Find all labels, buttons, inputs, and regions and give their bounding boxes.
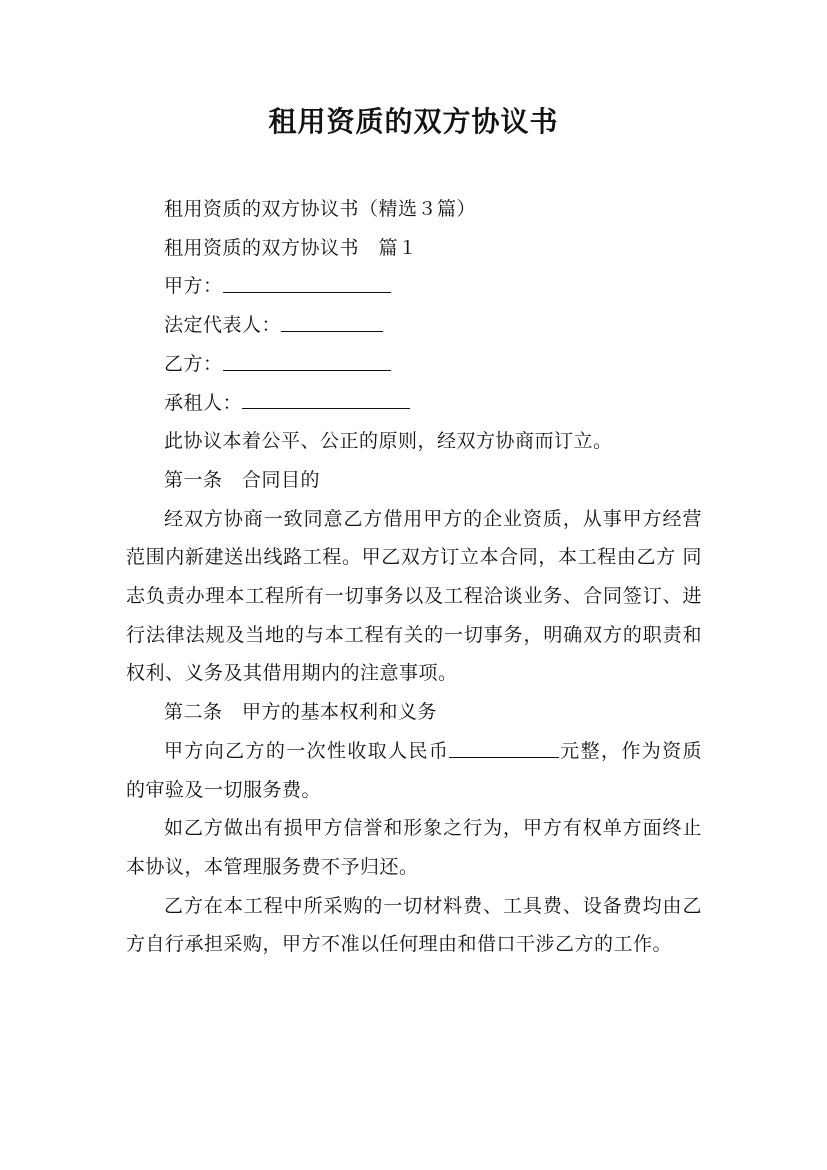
fee-text-before: 甲方向乙方的一次性收取人民币 xyxy=(164,739,450,762)
document-title: 租用资质的双方协议书 xyxy=(268,105,559,138)
subtitle-paragraph: 租用资质的双方协议书（精选３篇） xyxy=(164,198,477,220)
lessee-line xyxy=(126,384,702,423)
party-a-blank xyxy=(223,272,391,293)
document-body xyxy=(126,190,702,964)
article1-heading: 第一条 合同目的 xyxy=(164,468,321,491)
party-b-line xyxy=(126,345,702,384)
article2-heading: 第二条 甲方的基本权利和义务 xyxy=(164,701,438,724)
legal-rep-line xyxy=(126,306,702,345)
intro-paragraph: 此协议本着公平、公正的原则，经双方协商而订立。 xyxy=(164,430,613,453)
termination-paragraph: 如乙方做出有损甲方信誉和形象之行为，甲方有权单方面终止本协议，本管理服务费不予归还。 xyxy=(126,817,702,878)
lessee-label: 承租人： xyxy=(164,391,243,414)
fee-amount-blank xyxy=(449,737,559,758)
fee-text-after: 元整，作为资质的审验及一切服务费。 xyxy=(126,739,702,801)
fee-paragraph xyxy=(126,732,702,809)
materials-paragraph: 乙方在本工程中所采购的一切材料费、工具费、设备费均由乙方自行承担采购，甲方不准以任何理由和借口干涉乙方的工作。 xyxy=(126,894,702,956)
legal-rep-label: 法定代表人： xyxy=(164,314,282,337)
party-b-label: 乙方： xyxy=(164,352,223,375)
lessee-blank xyxy=(242,389,410,410)
party-b-blank xyxy=(223,350,391,371)
party-a-line xyxy=(126,267,702,306)
legal-rep-blank xyxy=(281,311,383,332)
article1-paragraph: 经双方协商一致同意乙方借用甲方的企业资质，从事甲方经营范围内新建送出线路工程。甲乙双方订立本合同，本工程由乙方 同志负责办理本工程所有一切事务以及工程洽谈业务、合同签订、进行法律法规及当地的与本工程有关的一切事务，明确双方的职责和权利、义务及其借用期内的注意事项。 xyxy=(126,507,702,685)
party-a-label: 甲方： xyxy=(164,275,223,298)
part-heading: 租用资质的双方协议书 篇１ xyxy=(164,236,418,259)
